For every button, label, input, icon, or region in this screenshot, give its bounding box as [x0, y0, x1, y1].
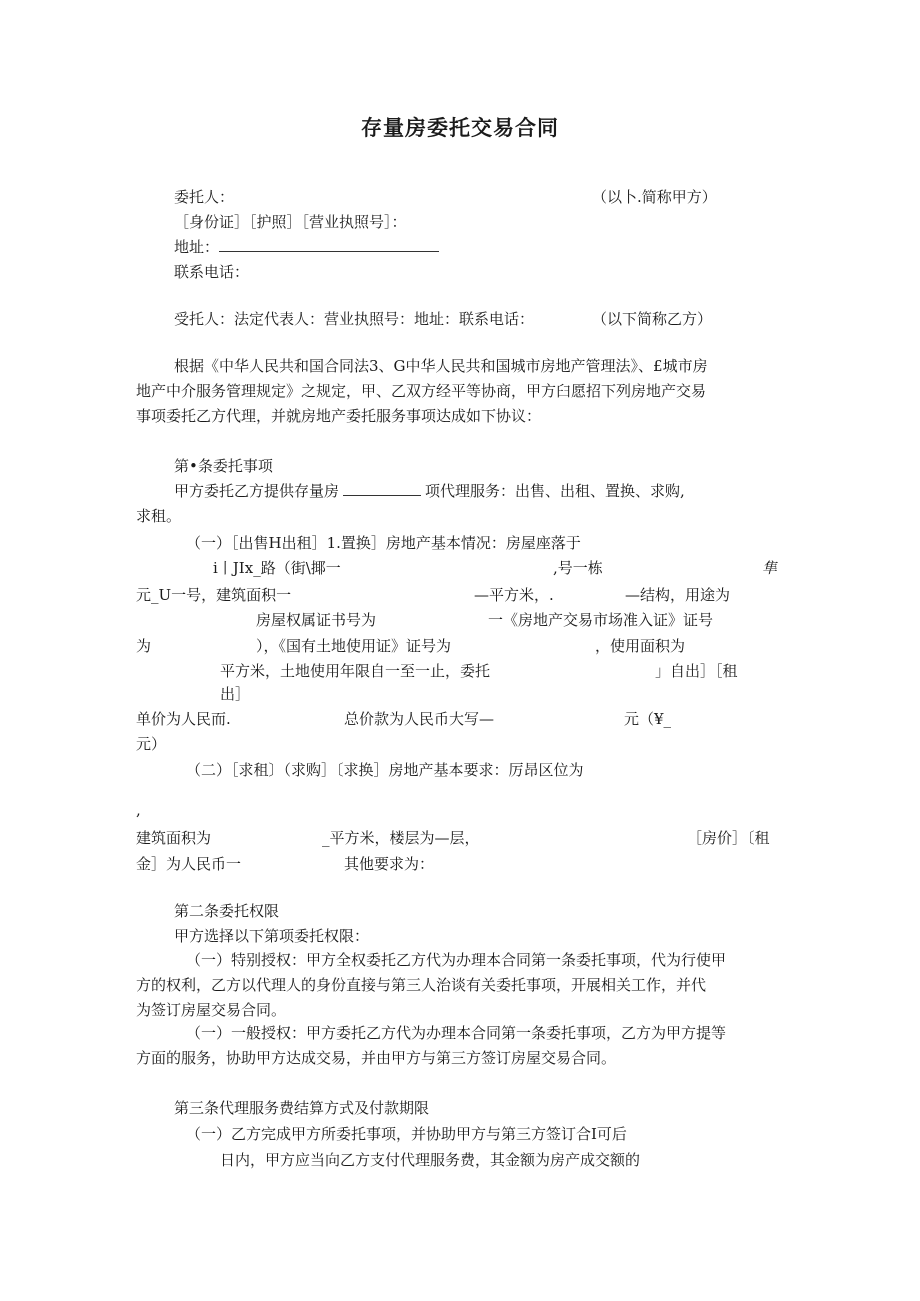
- client-label: 委托人：: [174, 188, 235, 206]
- section1-text: —平方米，.: [474, 586, 554, 604]
- article1-text: 项代理服务：出售、出租、置换、求购,: [425, 482, 685, 500]
- section1-text: ，使用面积为: [595, 637, 686, 655]
- article2-heading: 第二条委托权限: [174, 902, 280, 920]
- section2-text: 建筑面积为: [136, 829, 212, 847]
- section1-text: 一《房地产交易市场准入证》证号: [488, 611, 714, 629]
- address-blank: [219, 237, 439, 252]
- section2-heading: （二）［求租〕（求购］〔求换］房地产基本要求：厉昂区位为: [186, 761, 584, 779]
- section1-text: ,号一栋: [553, 559, 603, 577]
- section1-text: 元（¥_: [624, 710, 672, 728]
- article1-line: 求租。: [136, 507, 182, 525]
- section1-text: 单价为人民而.: [136, 710, 231, 728]
- section1-text: 平方米，土地使用年限自一至一止，委托: [220, 662, 491, 680]
- agent-line: 受托人：法定代表人：营业执照号：地址：联系电话：: [174, 310, 535, 328]
- section2-text: _平方米，楼层为—层，: [322, 829, 480, 847]
- article1-line: [174, 481, 685, 501]
- section1-text: 出］: [220, 685, 251, 703]
- preamble-line: 地产中介服务管理规定》之规定，甲、乙双方经平等协商，甲方臼愿招下列房地产交易: [136, 382, 707, 400]
- section1-text: 元）: [136, 735, 167, 753]
- address-label: 地址：: [174, 238, 220, 256]
- section1-text: 总价款为人民币大写—: [344, 710, 495, 728]
- document-title: 存量房委托交易合同: [361, 116, 559, 140]
- article3-heading: 第三条代理服务费结算方式及付款期限: [174, 1099, 430, 1117]
- article3-para: 日内，甲方应当向乙方支付代理服务费，其金额为房产成交额的: [220, 1151, 641, 1169]
- preamble-line: 根据《中华人民共和国合同法3、G中华人民共和国城市房地产管理法》、£城市房: [174, 357, 708, 375]
- article1-text: 甲方委托乙方提供存量房: [174, 482, 340, 500]
- section2-text: 金］为人民币一: [136, 855, 242, 873]
- section1-text: 隼: [762, 559, 778, 577]
- article2-para: 方的权利，乙方以代理人的身份直接与第三人治谈有关委托事项，开展相关工作，并代: [136, 976, 707, 994]
- section1-text: —结构，用途为: [625, 586, 731, 604]
- article1-blank: [343, 481, 421, 496]
- section1-text: ），《国有土地使用证》证号为: [256, 637, 452, 655]
- article2-intro: 甲方选择以下第项委托权限：: [174, 927, 370, 945]
- section1-text: i丨JIx_路（街\揶一: [213, 559, 341, 577]
- id-docs-line: ［身份证］［护照］［营业执照号］：: [174, 213, 407, 231]
- address-line: [174, 237, 439, 257]
- section1-text: 房屋权属证书号为: [256, 611, 377, 629]
- article2-para: （一）一般授权：甲方委托乙方代为办理本合同第一条委托事项，乙方为甲方提等: [186, 1024, 727, 1042]
- section2-text: 其他要求为：: [344, 855, 435, 873]
- section2-text: ,: [136, 801, 141, 819]
- section1-text: 元_U一号，建筑面积一: [136, 586, 292, 604]
- article1-heading: 第•条委托事项: [174, 457, 273, 475]
- article2-para: （一）特别授权：甲方全权委托乙方代为办理本合同第一条委托事项，代为行使甲: [186, 951, 727, 969]
- article2-para: 为签订房屋交易合同。: [136, 1001, 287, 1019]
- preamble-line: 事项委托乙方代理，并就房地产委托服务事项达成如下协议：: [136, 407, 542, 425]
- section1-text: 」自出］［租: [655, 662, 738, 680]
- section1-text: 为: [136, 637, 152, 655]
- phone-line: 联系电话：: [174, 263, 250, 281]
- section1-heading: （一）［出售H出租］1.置换］房地产基本情况：房屋座落于: [186, 534, 581, 552]
- article3-para: （一）乙方完成甲方所委托事项，并协助甲方与第三方签订合I可后: [186, 1125, 627, 1143]
- agent-suffix: （以下简称乙方）: [592, 310, 713, 328]
- client-suffix: （以卜.简称甲方）: [592, 188, 717, 206]
- article2-para: 方面的服务，协助甲方达成交易，并由甲方与第三方签订房屋交易合同。: [136, 1049, 617, 1067]
- section2-text: ［房价］〔租: [687, 829, 770, 847]
